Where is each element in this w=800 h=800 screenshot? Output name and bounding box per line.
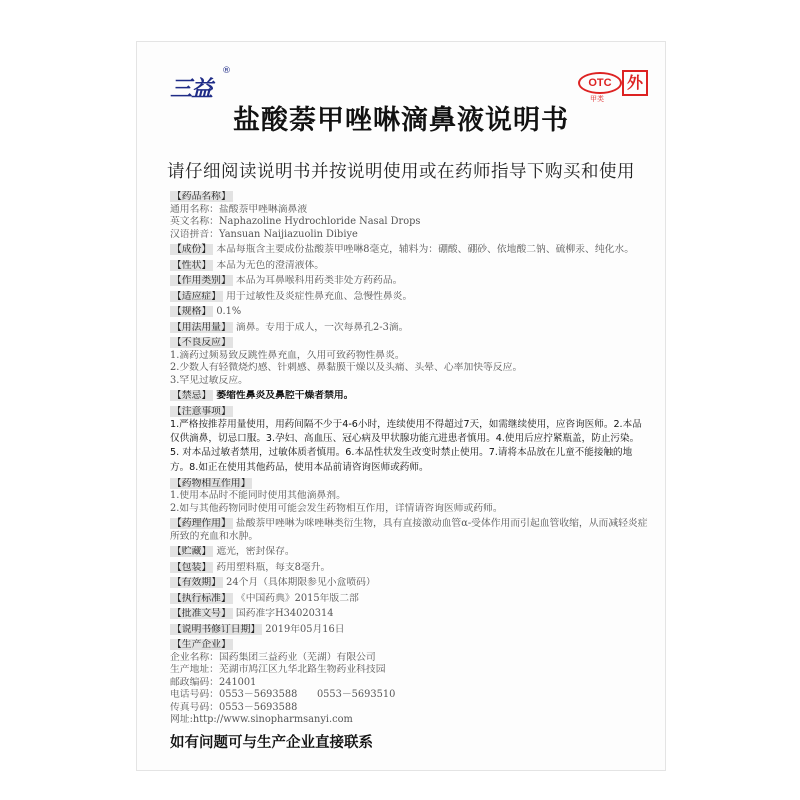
section-header-package: 【包装】 [172,561,212,573]
section-header-pharmacology: 【药理作用】 [172,518,231,530]
pinyin-value: Yansuan Naijiazuolin Dibiye [218,228,358,240]
zip-label: 邮政编码： [170,676,219,688]
web-label: 网址: [170,714,193,726]
english-name-label: 英文名称： [170,216,219,227]
adverse-item: 2.少数人有轻微烧灼感、针刺感、鼻黏膜干燥以及头痛、头晕、心率加快等反应。 [170,362,523,373]
adverse-item: 3.罕见过敏反应。 [170,374,248,386]
footer-contact-note: 如有问题可与生产企业直接联系 [170,735,373,751]
section-header-spec: 【规格】 [172,306,212,317]
interaction-item: 1.使用本品时不能同时使用其他滴鼻剂。 [170,490,346,502]
web-value: http://www.sinopharmsanyi.com [192,714,353,726]
dosage-text: 滴鼻。专用于成人，一次每鼻孔2-3滴。 [235,321,409,333]
section-header-name: 【药品名称】 [172,191,231,202]
pharmacology-text: 盐酸萘甲唑啉为咪唑啉类衍生物，具有直接激动血管α-受体作用而引起血管收缩，从而减轻炎症所致的充血和水肿。 [170,518,648,542]
section-header-company: 【生产企业】 [172,639,231,651]
section-header-adverse: 【不良反应】 [172,337,231,348]
brand-logo: 三益 [170,76,213,102]
document-subtitle: 请仔细阅读说明书并按说明使用或在药师指导下购买和使用 [167,162,635,182]
otc-icon: OTC [578,72,622,94]
section-header-category: 【作用类别】 [172,275,231,286]
zip-value: 241001 [218,676,257,688]
section-header-storage: 【贮藏】 [172,546,212,558]
fax-label: 传真号码： [170,701,219,713]
category-text: 本品为耳鼻喉科用药类非处方药药品。 [235,275,403,286]
section-header-contra: 【禁忌】 [172,390,212,401]
spec-text: 0.1% [216,306,242,317]
section-header-precautions: 【注意事项】 [172,405,231,417]
section-header-interaction: 【药物相互作用】 [172,477,251,489]
character-text: 本品为无色的澄清液体。 [216,259,325,271]
generic-name-label: 通用名称： [170,203,219,215]
registered-mark: ® [222,66,231,76]
storage-text: 遮光，密封保存。 [216,546,295,558]
fax-value: 0553－5693588 [218,701,298,713]
section-header-character: 【性状】 [172,259,212,271]
validity-text: 24个月（具体期限参见小盒喷码） [226,577,376,589]
section-header-dosage: 【用法用量】 [172,321,231,333]
adverse-item: 1.滴药过频易致反跳性鼻充血，久用可致药物性鼻炎。 [170,349,405,361]
revision-text: 2019年05月16日 [265,623,345,635]
pinyin-label: 汉语拼音： [170,228,219,240]
section-header-approval: 【批准文号】 [172,608,231,620]
address-label: 生产地址： [170,664,219,676]
interaction-item: 2.如与其他药物同时使用可能会发生药物相互作用，详情请咨询医师或药师。 [170,502,503,514]
section-header-ingredients: 【成份】 [172,244,212,255]
approval-text: 国药准字H34020314 [235,608,334,620]
ingredients-text: 本品每瓶含主要成份盐酸萘甲唑啉8毫克，辅料为：硼酸、硼砂、依地酸二钠、硫柳汞、纯化水。 [216,244,635,255]
section-header-indication: 【适应症】 [172,290,221,302]
precautions-text: 1.严格按推荐用量使用，用药间隔不少于4-6小时，连续使用不得超过7天，如需继续使用，应咨询医师。2.本品仅供滴鼻，切忌口服。3.孕妇、高血压、冠心病及甲状腺功能亢进患者慎用。4.使用后应拧紧瓶盖，防止污染。5. 对本品过敏者禁用，过敏体质者慎用。6.本品性状发生改变时禁止使用。7.请将本品放在儿童不能接触的地方。8.如正在使用其他药品，使用本品前请咨询医师或药师。 [170,419,642,473]
otc-category: 甲类 [590,95,604,103]
phone-label: 电话号码： [170,689,219,701]
generic-name-value: 盐酸萘甲唑啉滴鼻液 [218,203,308,215]
address-value: 芜湖市鸠江区九华北路生物药业科技园 [218,664,386,676]
phone-value: 0553－5693588 0553－5693510 [218,689,396,701]
indication-text: 用于过敏性及炎症性鼻充血、急慢性鼻炎。 [226,290,413,302]
external-use-icon: 外 [622,70,648,96]
section-header-revision: 【说明书修订日期】 [172,623,261,635]
company-name-value: 国药集团三益药业（芜湖）有限公司 [218,651,376,663]
contra-text: 萎缩性鼻炎及鼻腔干燥者禁用。 [216,390,354,401]
section-header-validity: 【有效期】 [172,577,221,589]
document-title: 盐酸萘甲唑啉滴鼻液说明书 [233,105,569,136]
section-header-standard: 【执行标准】 [172,592,231,604]
english-name-value: Naphazoline Hydrochloride Nasal Drops [218,216,421,227]
company-name-label: 企业名称： [170,651,219,663]
leaflet-content [170,191,648,727]
standard-text: 《中国药典》2015年版二部 [235,592,359,604]
package-text: 药用塑料瓶，每支8毫升。 [216,561,331,573]
